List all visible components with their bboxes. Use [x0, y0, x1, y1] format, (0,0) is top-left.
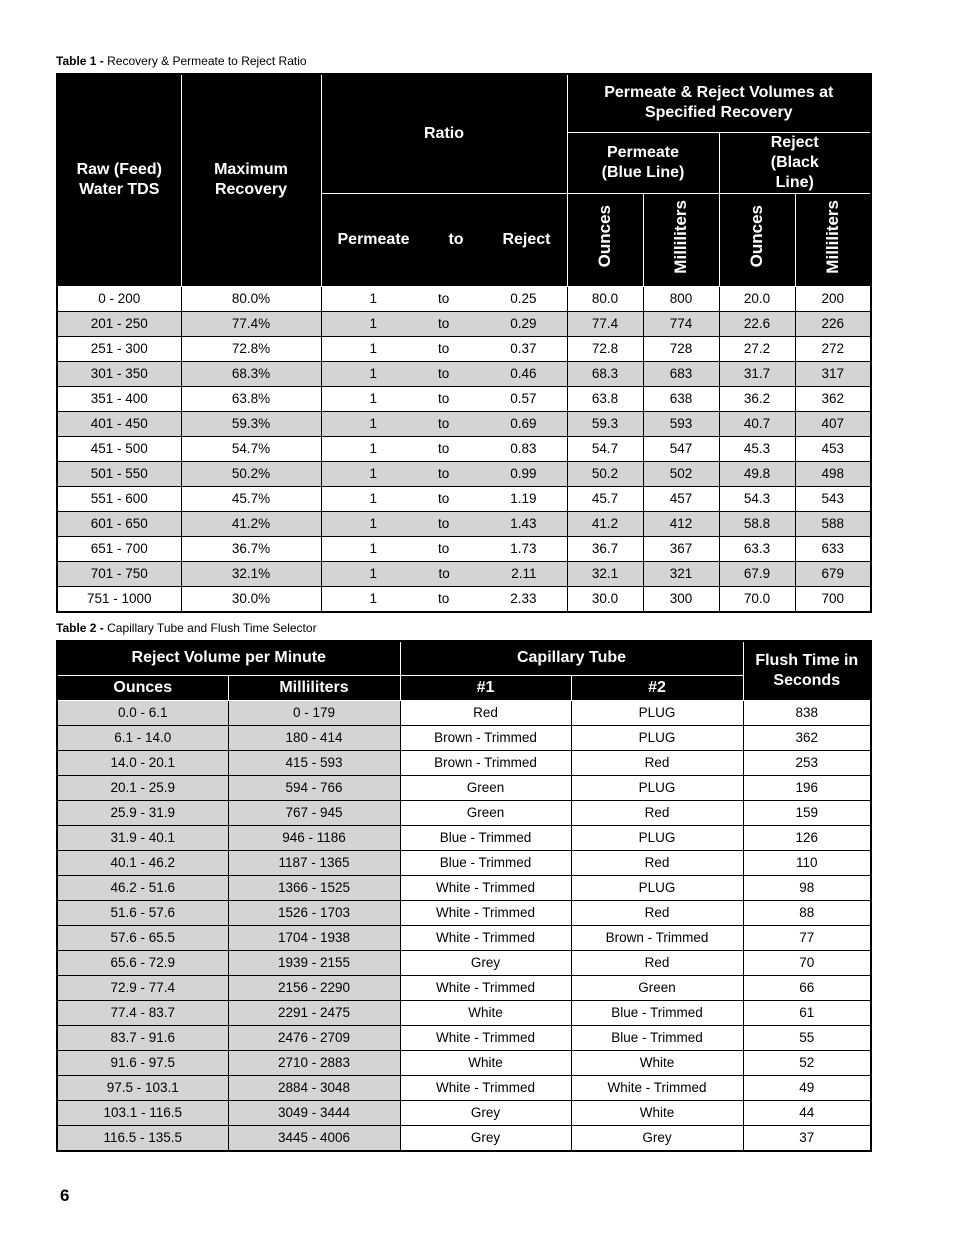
ounces-cell: 31.9 - 40.1 — [57, 825, 228, 850]
flush-time-cell: 44 — [743, 1100, 871, 1125]
ratio-to-value: to — [437, 291, 450, 306]
table-row — [57, 700, 871, 725]
milliliters-cell: 2156 - 2290 — [228, 975, 400, 1000]
tds-cell: 251 - 300 — [57, 336, 181, 361]
milliliters-cell: 2884 - 3048 — [228, 1075, 400, 1100]
milliliters-cell: 2476 - 2709 — [228, 1025, 400, 1050]
ounces-cell: 57.6 - 65.5 — [57, 925, 228, 950]
ratio-permeate-value: 1 — [369, 391, 378, 406]
tube2-cell: PLUG — [571, 725, 743, 750]
table-row — [57, 1000, 871, 1025]
flush-time-cell: 70 — [743, 950, 871, 975]
table2-caption — [56, 621, 317, 635]
table-row — [57, 1025, 871, 1050]
tube1-cell: Grey — [400, 1125, 571, 1151]
ratio-cell — [321, 486, 567, 511]
permeate-milliliters-cell: 547 — [643, 436, 719, 461]
ratio-to-value: to — [437, 591, 450, 606]
permeate-milliliters-cell: 412 — [643, 511, 719, 536]
table-row — [57, 750, 871, 775]
reject-milliliters-cell: 317 — [795, 361, 871, 386]
tube2-cell: White - Trimmed — [571, 1075, 743, 1100]
tube2-cell: PLUG — [571, 775, 743, 800]
table-row — [57, 875, 871, 900]
reject-ounces-cell: 31.7 — [719, 361, 795, 386]
permeate-group-header: Permeate (Blue Line) — [567, 132, 719, 193]
table-row — [57, 386, 871, 411]
permeate-ounces-cell: 45.7 — [567, 486, 643, 511]
tube2-cell: Red — [571, 950, 743, 975]
tube1-cell: White - Trimmed — [400, 1075, 571, 1100]
ounces-cell: 6.1 - 14.0 — [57, 725, 228, 750]
permeate-milliliters-cell: 457 — [643, 486, 719, 511]
table-row — [57, 1100, 871, 1125]
reject-ounces-cell: 45.3 — [719, 436, 795, 461]
table-row — [57, 536, 871, 561]
permeate-ounces-cell: 63.8 — [567, 386, 643, 411]
ratio-permeate-value: 1 — [369, 366, 378, 381]
permeate-ounces-cell: 59.3 — [567, 411, 643, 436]
reject-ounces-cell: 49.8 — [719, 461, 795, 486]
ratio-cell — [321, 561, 567, 586]
ratio-to-value: to — [437, 441, 450, 456]
ratio-reject-value: 0.25 — [510, 291, 537, 306]
capillary-tube-header: Capillary Tube — [400, 641, 743, 675]
capillary-tube-table — [56, 640, 872, 1152]
tds-cell: 351 - 400 — [57, 386, 181, 411]
ratio-cell — [321, 386, 567, 411]
table-row — [57, 950, 871, 975]
raw-feed-header: Raw (Feed) Water TDS — [57, 74, 181, 286]
table-row — [57, 775, 871, 800]
permeate-ounces-cell: 32.1 — [567, 561, 643, 586]
table-row — [57, 1050, 871, 1075]
tube1-cell: Blue - Trimmed — [400, 825, 571, 850]
ratio-reject-value: 2.11 — [511, 566, 537, 581]
tube2-cell: PLUG — [571, 875, 743, 900]
ratio-reject-value: 0.99 — [510, 466, 537, 481]
ratio-reject-value: 0.46 — [510, 366, 537, 381]
tube1-cell: White — [400, 1000, 571, 1025]
ratio-to-value: to — [437, 491, 450, 506]
ratio-subheader — [321, 193, 567, 286]
recovery-cell: 32.1% — [181, 561, 321, 586]
ratio-to-value: to — [437, 391, 450, 406]
permeate-ounces-cell: 36.7 — [567, 536, 643, 561]
ratio-to-value: to — [437, 416, 450, 431]
reject-ounces-cell: 36.2 — [719, 386, 795, 411]
ratio-reject-value: 0.29 — [510, 316, 537, 331]
ounces-cell: 0.0 - 6.1 — [57, 700, 228, 725]
reject-ounces-cell: 54.3 — [719, 486, 795, 511]
ratio-permeate-value: 1 — [369, 491, 378, 506]
ratio-reject-value: 1.19 — [510, 491, 537, 506]
reject-milliliters-header: Milliliters — [795, 193, 871, 286]
milliliters-cell: 594 - 766 — [228, 775, 400, 800]
tds-cell: 0 - 200 — [57, 286, 181, 311]
flush-time-cell: 253 — [743, 750, 871, 775]
milliliters-cell: 1187 - 1365 — [228, 850, 400, 875]
ratio-cell — [321, 286, 567, 311]
tube1-cell: Brown - Trimmed — [400, 750, 571, 775]
ounces-header: Ounces — [57, 675, 228, 700]
ounces-cell: 116.5 - 135.5 — [57, 1125, 228, 1151]
reject-ounces-cell: 58.8 — [719, 511, 795, 536]
reject-milliliters-cell: 453 — [795, 436, 871, 461]
table-row — [57, 925, 871, 950]
tds-cell: 201 - 250 — [57, 311, 181, 336]
recovery-cell: 30.0% — [181, 586, 321, 612]
permeate-ounces-cell: 54.7 — [567, 436, 643, 461]
ounces-cell: 72.9 - 77.4 — [57, 975, 228, 1000]
table-row — [57, 361, 871, 386]
ratio-to-value: to — [437, 516, 450, 531]
tube1-cell: Blue - Trimmed — [400, 850, 571, 875]
ratio-permeate-value: 1 — [369, 541, 378, 556]
table-row — [57, 561, 871, 586]
ounces-cell: 46.2 - 51.6 — [57, 875, 228, 900]
page-number: 6 — [60, 1186, 70, 1205]
tube2-cell: Red — [571, 900, 743, 925]
tube2-cell: White — [571, 1050, 743, 1075]
ratio-header: Ratio — [321, 74, 567, 193]
recovery-cell: 45.7% — [181, 486, 321, 511]
ratio-permeate-value: 1 — [369, 516, 378, 531]
permeate-milliliters-cell: 367 — [643, 536, 719, 561]
table2-caption-text: Capillary Tube and Flush Time Selector — [103, 621, 317, 635]
ounces-cell: 83.7 - 91.6 — [57, 1025, 228, 1050]
milliliters-cell: 1704 - 1938 — [228, 925, 400, 950]
permeate-ounces-cell: 50.2 — [567, 461, 643, 486]
recovery-cell: 77.4% — [181, 311, 321, 336]
recovery-cell: 41.2% — [181, 511, 321, 536]
flush-time-header: Flush Time in Seconds — [743, 641, 871, 700]
recovery-cell: 72.8% — [181, 336, 321, 361]
ratio-to-value: to — [437, 466, 450, 481]
table-row — [57, 411, 871, 436]
ounces-cell: 65.6 - 72.9 — [57, 950, 228, 975]
reject-milliliters-cell: 700 — [795, 586, 871, 612]
ounces-cell: 103.1 - 116.5 — [57, 1100, 228, 1125]
tube2-cell: Blue - Trimmed — [571, 1000, 743, 1025]
ratio-to-label: to — [448, 230, 464, 248]
flush-time-cell: 66 — [743, 975, 871, 1000]
milliliters-cell: 0 - 179 — [228, 700, 400, 725]
table-row — [57, 311, 871, 336]
ratio-reject-value: 0.83 — [510, 441, 537, 456]
flush-time-cell: 55 — [743, 1025, 871, 1050]
recovery-cell: 54.7% — [181, 436, 321, 461]
ratio-cell — [321, 586, 567, 612]
milliliters-cell: 180 - 414 — [228, 725, 400, 750]
reject-ounces-cell: 70.0 — [719, 586, 795, 612]
table1-caption-label: Table 1 - — [56, 54, 104, 68]
permeate-ounces-cell: 72.8 — [567, 336, 643, 361]
tds-cell: 601 - 650 — [57, 511, 181, 536]
tube2-cell: Green — [571, 975, 743, 1000]
ratio-permeate-value: 1 — [369, 466, 378, 481]
ratio-to-value: to — [437, 541, 450, 556]
ratio-to-value: to — [437, 366, 450, 381]
permeate-milliliters-cell: 800 — [643, 286, 719, 311]
reject-milliliters-cell: 407 — [795, 411, 871, 436]
tds-cell: 751 - 1000 — [57, 586, 181, 612]
ounces-cell: 40.1 - 46.2 — [57, 850, 228, 875]
tube1-cell: Grey — [400, 950, 571, 975]
ratio-reject-value: 2.33 — [510, 591, 537, 606]
ounces-cell: 91.6 - 97.5 — [57, 1050, 228, 1075]
milliliters-cell: 3049 - 3444 — [228, 1100, 400, 1125]
table-row — [57, 286, 871, 311]
tube1-cell: White - Trimmed — [400, 1025, 571, 1050]
ratio-permeate-value: 1 — [369, 591, 378, 606]
milliliters-cell: 767 - 945 — [228, 800, 400, 825]
ratio-permeate-value: 1 — [369, 291, 378, 306]
flush-time-cell: 126 — [743, 825, 871, 850]
flush-time-cell: 98 — [743, 875, 871, 900]
permeate-milliliters-cell: 683 — [643, 361, 719, 386]
recovery-cell: 63.8% — [181, 386, 321, 411]
reject-milliliters-cell: 362 — [795, 386, 871, 411]
milliliters-cell: 1526 - 1703 — [228, 900, 400, 925]
ratio-reject-value: 0.37 — [510, 341, 537, 356]
tube2-cell: Red — [571, 800, 743, 825]
tube1-cell: White - Trimmed — [400, 900, 571, 925]
table-row — [57, 511, 871, 536]
max-recovery-header: Maximum Recovery — [181, 74, 321, 286]
milliliters-cell: 1366 - 1525 — [228, 875, 400, 900]
ratio-to-value: to — [437, 316, 450, 331]
table-row — [57, 900, 871, 925]
permeate-milliliters-cell: 774 — [643, 311, 719, 336]
permeate-milliliters-cell: 728 — [643, 336, 719, 361]
tube1-cell: Red — [400, 700, 571, 725]
table1-caption-text: Recovery & Permeate to Reject Ratio — [103, 54, 307, 68]
tds-cell: 501 - 550 — [57, 461, 181, 486]
flush-time-cell: 838 — [743, 700, 871, 725]
reject-milliliters-cell: 543 — [795, 486, 871, 511]
ratio-permeate-value: 1 — [369, 566, 378, 581]
table-row — [57, 336, 871, 361]
milliliters-cell: 415 - 593 — [228, 750, 400, 775]
flush-time-cell: 196 — [743, 775, 871, 800]
permeate-ounces-cell: 77.4 — [567, 311, 643, 336]
tds-cell: 451 - 500 — [57, 436, 181, 461]
ratio-permeate-label: Permeate — [337, 230, 410, 248]
ratio-cell — [321, 536, 567, 561]
milliliters-cell: 2710 - 2883 — [228, 1050, 400, 1075]
tds-cell: 301 - 350 — [57, 361, 181, 386]
reject-ounces-cell: 63.3 — [719, 536, 795, 561]
reject-milliliters-cell: 226 — [795, 311, 871, 336]
tube2-cell: White — [571, 1100, 743, 1125]
permeate-ounces-cell: 68.3 — [567, 361, 643, 386]
milliliters-cell: 1939 - 2155 — [228, 950, 400, 975]
ratio-to-value: to — [437, 341, 450, 356]
table-row — [57, 975, 871, 1000]
permeate-ounces-cell: 30.0 — [567, 586, 643, 612]
tube1-cell: Brown - Trimmed — [400, 725, 571, 750]
permeate-ounces-header: Ounces — [567, 193, 643, 286]
milliliters-header: Milliliters — [228, 675, 400, 700]
table-row — [57, 1075, 871, 1100]
tds-cell: 651 - 700 — [57, 536, 181, 561]
recovery-cell: 80.0% — [181, 286, 321, 311]
reject-volume-header: Reject Volume per Minute — [57, 641, 400, 675]
table-row — [57, 461, 871, 486]
reject-milliliters-cell: 200 — [795, 286, 871, 311]
reject-milliliters-cell: 498 — [795, 461, 871, 486]
ounces-cell: 25.9 - 31.9 — [57, 800, 228, 825]
recovery-cell: 36.7% — [181, 536, 321, 561]
permeate-milliliters-cell: 638 — [643, 386, 719, 411]
tds-cell: 401 - 450 — [57, 411, 181, 436]
ounces-cell: 51.6 - 57.6 — [57, 900, 228, 925]
ratio-reject-value: 0.57 — [510, 391, 537, 406]
tube2-cell: Grey — [571, 1125, 743, 1151]
tube1-cell: Grey — [400, 1100, 571, 1125]
permeate-milliliters-cell: 300 — [643, 586, 719, 612]
tube1-header: #1 — [400, 675, 571, 700]
table-row — [57, 436, 871, 461]
flush-time-cell: 362 — [743, 725, 871, 750]
reject-ounces-header: Ounces — [719, 193, 795, 286]
ounces-cell: 77.4 - 83.7 — [57, 1000, 228, 1025]
flush-time-cell: 159 — [743, 800, 871, 825]
table-row — [57, 850, 871, 875]
recovery-cell: 68.3% — [181, 361, 321, 386]
tube2-cell: Red — [571, 750, 743, 775]
ounces-cell: 20.1 - 25.9 — [57, 775, 228, 800]
reject-milliliters-cell: 272 — [795, 336, 871, 361]
table2-caption-label: Table 2 - — [56, 621, 104, 635]
reject-ounces-cell: 20.0 — [719, 286, 795, 311]
flush-time-cell: 77 — [743, 925, 871, 950]
recovery-cell: 50.2% — [181, 461, 321, 486]
table-row — [57, 725, 871, 750]
tube2-cell: Brown - Trimmed — [571, 925, 743, 950]
tube2-cell: PLUG — [571, 700, 743, 725]
milliliters-cell: 2291 - 2475 — [228, 1000, 400, 1025]
volumes-header: Permeate & Reject Volumes at Specified Recovery — [567, 74, 871, 132]
reject-ounces-cell: 67.9 — [719, 561, 795, 586]
ratio-cell — [321, 461, 567, 486]
permeate-ounces-cell: 80.0 — [567, 286, 643, 311]
ratio-cell — [321, 336, 567, 361]
tube1-cell: White — [400, 1050, 571, 1075]
flush-time-cell: 88 — [743, 900, 871, 925]
tube1-cell: White - Trimmed — [400, 925, 571, 950]
tube2-cell: PLUG — [571, 825, 743, 850]
tds-cell: 701 - 750 — [57, 561, 181, 586]
flush-time-cell: 37 — [743, 1125, 871, 1151]
reject-ounces-cell: 22.6 — [719, 311, 795, 336]
tube1-cell: White - Trimmed — [400, 975, 571, 1000]
permeate-milliliters-cell: 321 — [643, 561, 719, 586]
reject-milliliters-cell: 588 — [795, 511, 871, 536]
reject-ounces-cell: 40.7 — [719, 411, 795, 436]
milliliters-cell: 3445 - 4006 — [228, 1125, 400, 1151]
flush-time-cell: 49 — [743, 1075, 871, 1100]
tube2-cell: Blue - Trimmed — [571, 1025, 743, 1050]
tube2-header: #2 — [571, 675, 743, 700]
permeate-milliliters-header: Milliliters — [643, 193, 719, 286]
ratio-cell — [321, 511, 567, 536]
reject-milliliters-cell: 679 — [795, 561, 871, 586]
ounces-cell: 14.0 - 20.1 — [57, 750, 228, 775]
flush-time-cell: 61 — [743, 1000, 871, 1025]
table-row — [57, 825, 871, 850]
reject-milliliters-cell: 633 — [795, 536, 871, 561]
reject-group-header: Reject (Black Line) — [719, 132, 871, 193]
tds-cell: 551 - 600 — [57, 486, 181, 511]
permeate-milliliters-cell: 593 — [643, 411, 719, 436]
ratio-to-value: to — [438, 566, 450, 581]
flush-time-cell: 52 — [743, 1050, 871, 1075]
table-row — [57, 1125, 871, 1151]
reject-ounces-cell: 27.2 — [719, 336, 795, 361]
ratio-reject-label: Reject — [502, 230, 551, 248]
table-row — [57, 800, 871, 825]
ratio-cell — [321, 311, 567, 336]
permeate-ounces-cell: 41.2 — [567, 511, 643, 536]
table1-caption — [56, 54, 307, 68]
tube2-cell: Red — [571, 850, 743, 875]
ratio-permeate-value: 1 — [369, 441, 378, 456]
ratio-cell — [321, 411, 567, 436]
recovery-cell: 59.3% — [181, 411, 321, 436]
permeate-milliliters-cell: 502 — [643, 461, 719, 486]
milliliters-cell: 946 - 1186 — [228, 825, 400, 850]
ratio-permeate-value: 1 — [369, 316, 378, 331]
ratio-permeate-value: 1 — [369, 416, 378, 431]
ratio-permeate-value: 1 — [369, 341, 378, 356]
ratio-cell — [321, 436, 567, 461]
ratio-reject-value: 1.43 — [510, 516, 537, 531]
ratio-reject-value: 1.73 — [510, 541, 537, 556]
tube1-cell: Green — [400, 775, 571, 800]
table-row — [57, 586, 871, 612]
tube1-cell: Green — [400, 800, 571, 825]
ratio-reject-value: 0.69 — [510, 416, 537, 431]
recovery-ratio-table — [56, 73, 872, 613]
tube1-cell: White - Trimmed — [400, 875, 571, 900]
ratio-cell — [321, 361, 567, 386]
flush-time-cell: 110 — [743, 850, 871, 875]
ounces-cell: 97.5 - 103.1 — [57, 1075, 228, 1100]
table-row — [57, 486, 871, 511]
